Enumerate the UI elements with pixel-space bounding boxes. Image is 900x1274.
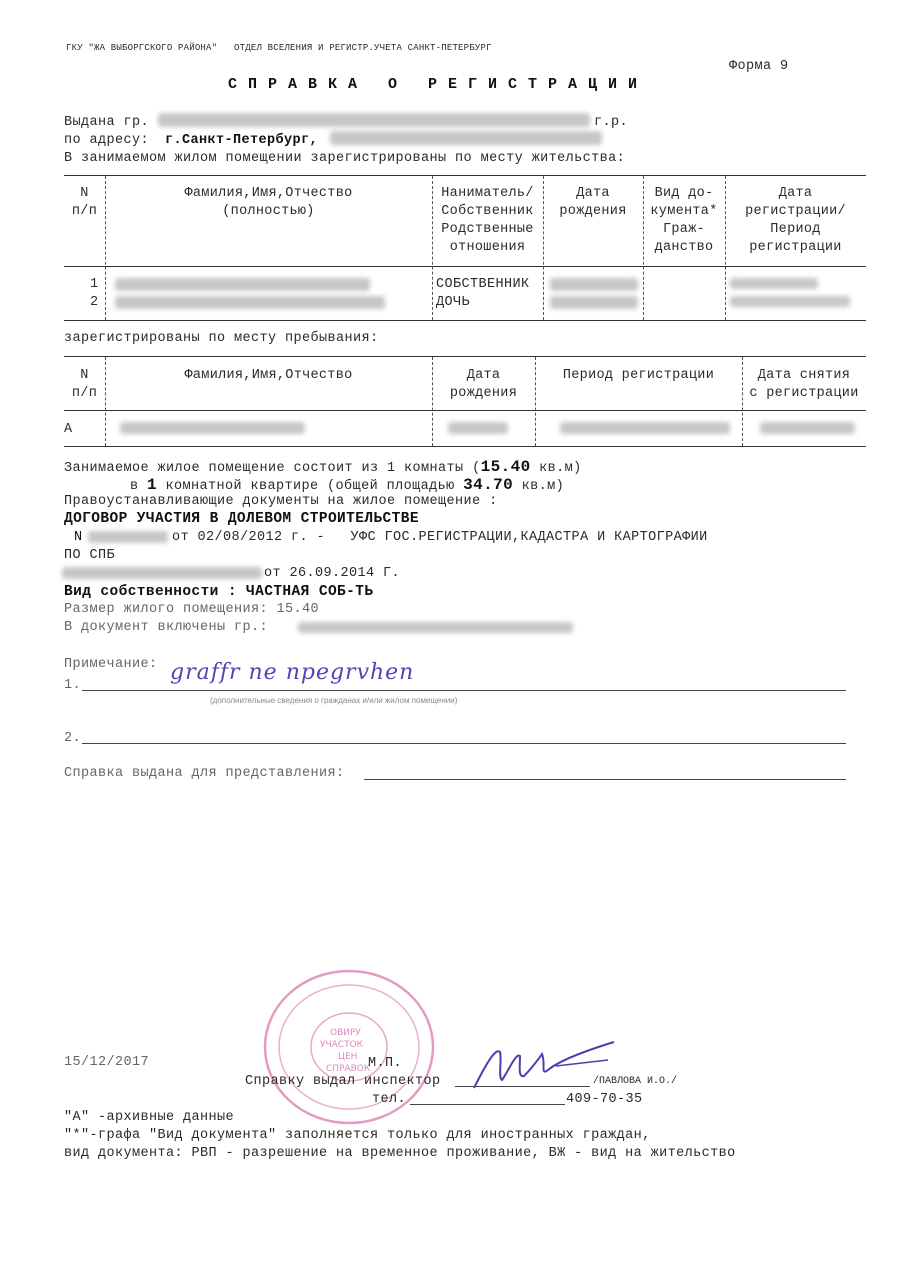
row-number: 1	[90, 277, 99, 292]
contract-date: от 02/08/2012 г. - УФС ГОС.РЕГИСТРАЦИИ,КАДАСТРА И КАРТОГРАФИИ	[172, 530, 708, 545]
stay-col-period: Период регистрации	[562, 368, 715, 383]
redacted-registration-date	[730, 278, 818, 289]
document-title: С П Р А В К А О Р Е Г И С Т Р А Ц И И	[228, 76, 639, 93]
stay-col-fullname: Фамилия,Имя,Отчество	[184, 368, 353, 383]
presentation-label: Справка выдана для представления:	[64, 766, 345, 781]
note-1-line	[82, 690, 846, 691]
redacted-address	[330, 131, 602, 145]
presentation-line	[364, 779, 846, 780]
redacted-birthdate	[448, 422, 508, 434]
form-number: Форма 9	[729, 59, 789, 74]
flat-rooms: 1	[147, 476, 158, 494]
col-header-registration-date: Дата регистрации/ Период регистрации	[745, 186, 846, 255]
note-archive: "А" -архивные данные	[64, 1110, 235, 1125]
note-1-number: 1.	[64, 678, 82, 693]
redacted-fullname	[120, 422, 305, 434]
stay-col-number: N п/п	[71, 368, 98, 401]
living-size: Размер жилого помещения: 15.40	[64, 602, 320, 617]
flat-line-prefix: в	[130, 479, 148, 494]
included-persons: В документ включены гр.:	[64, 620, 269, 635]
rooms-line	[64, 458, 582, 476]
col-header-birthdate: Дата рождения	[559, 186, 627, 219]
svg-text:ЦЕН: ЦЕН	[338, 1052, 358, 1062]
rooms-area: 15.40	[480, 458, 531, 476]
note-2-line	[82, 743, 846, 744]
row-number: 2	[90, 295, 99, 310]
birth-year-suffix: г.р.	[594, 115, 629, 130]
redacted-fullname	[115, 278, 370, 291]
row-number: А	[64, 422, 73, 437]
flat-line	[130, 476, 564, 494]
issued-label: Выдана гр.	[64, 115, 150, 130]
total-area: 34.70	[463, 476, 514, 494]
contract-number-label: N	[74, 530, 83, 545]
redacted-included-persons	[298, 622, 573, 633]
notes-label: Примечание:	[64, 657, 158, 672]
ownership-type: Вид собственности : ЧАСТНАЯ СОБ-ТЬ	[64, 584, 374, 600]
inspector-name: /ПАВЛОВА И.О./	[593, 1076, 678, 1087]
redacted-registration-number	[62, 567, 262, 579]
registration-date: от 26.09.2014 Г.	[264, 566, 401, 581]
rooms-line-suffix: кв.м)	[530, 461, 582, 476]
svg-text:УЧАСТОК: УЧАСТОК	[320, 1040, 364, 1050]
note-document-column: "*"-графа "Вид документа" заполняется только для иностранных граждан,	[64, 1128, 651, 1143]
stay-col-birthdate: Дата рождения	[449, 368, 518, 401]
signature	[468, 1030, 618, 1095]
handwritten-note: graffr ne npegrvhen	[170, 660, 415, 685]
svg-text:СПРАВОК: СПРАВОК	[326, 1064, 371, 1074]
redacted-contract-number	[88, 531, 168, 543]
redacted-registration-date	[730, 296, 850, 307]
address-label: по адресу:	[64, 133, 150, 148]
issue-date: 15/12/2017	[64, 1055, 150, 1070]
address-value: г.Санкт-Петербург,	[165, 133, 319, 148]
seal-stamp	[258, 965, 440, 1130]
redacted-birthdate	[550, 296, 638, 309]
residence-registration-label: В занимаемом жилом помещении зарегистрированы по месту жительства:	[64, 151, 626, 166]
flat-line-suffix: кв.м)	[513, 479, 565, 494]
title-docs-label: Правоустанавливающие документы на жилое помещение :	[64, 494, 498, 509]
note-2-number: 2.	[64, 731, 82, 746]
note-document-types: вид документа: РВП - разрешение на временное проживание, ВЖ - вид на жительство	[64, 1146, 736, 1161]
rooms-line-prefix: Занимаемое жилое помещение состоит из 1 комнаты (	[64, 461, 481, 476]
stay-col-removal-date: Дата снятия с регистрации	[749, 368, 859, 401]
flat-line-mid: комнатной квартире (общей площадью	[157, 479, 464, 494]
col-header-fullname: Фамилия,Имя,Отчество (полностью)	[184, 186, 353, 219]
note-caption: (дополнительные сведения о гражданах и/или жилом помещении)	[210, 696, 458, 705]
col-header-document: Вид до- кумента* Граж- данство	[650, 186, 718, 255]
mp-label: М.П.	[368, 1056, 403, 1071]
contract-title: ДОГОВОР УЧАСТИЯ В ДОЛЕВОМ СТРОИТЕЛЬСТВЕ	[64, 511, 419, 527]
redacted-fullname	[115, 296, 385, 309]
organization-header: ГКУ "ЖА ВЫБОРГСКОГО РАЙОНА" ОТДЕЛ ВСЕЛЕНИЯ И РЕГИСТР.УЧЕТА САНКТ-ПЕТЕРБУРГ	[66, 43, 492, 53]
redacted-period	[560, 422, 730, 434]
redacted-name	[158, 113, 590, 127]
contract-spb: ПО СПБ	[64, 548, 116, 563]
col-header-relation: Наниматель/ Собственник Родственные отношения	[441, 186, 534, 255]
phone-label: тел.	[372, 1092, 407, 1107]
col-header-number: N п/п	[71, 186, 98, 219]
row-relation: СОБСТВЕННИК	[436, 277, 530, 292]
redacted-removal-date	[760, 422, 855, 434]
phone-number: 409-70-35	[566, 1092, 643, 1107]
stay-registration-label: зарегистрированы по месту пребывания:	[64, 331, 379, 346]
row-relation: ДОЧЬ	[436, 295, 471, 310]
inspector-label: Справку выдал инспектор	[245, 1074, 441, 1089]
phone-line	[410, 1104, 565, 1105]
redacted-birthdate	[550, 278, 638, 291]
svg-text:ОВИРУ: ОВИРУ	[330, 1028, 361, 1038]
